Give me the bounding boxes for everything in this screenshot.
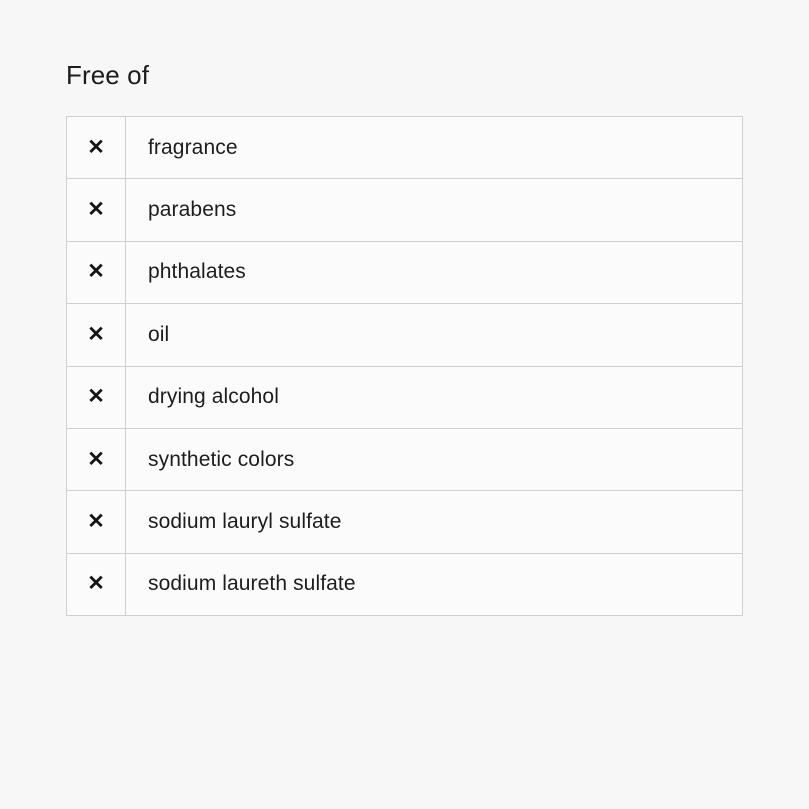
- table-row: [67, 241, 743, 303]
- free-of-item-label: oil: [148, 322, 170, 346]
- table-cell-mark: [67, 366, 126, 428]
- table-cell-mark: [67, 491, 126, 553]
- table-cell-label: [126, 553, 743, 615]
- table-cell-mark: [67, 428, 126, 490]
- table-cell-label: [126, 366, 743, 428]
- table-row: [67, 366, 743, 428]
- free-of-item-label: drying alcohol: [148, 385, 279, 409]
- table-cell-label: [126, 428, 743, 490]
- table-row: [67, 491, 743, 553]
- table-row: [67, 117, 743, 179]
- cross-icon: ✕: [87, 322, 105, 346]
- free-of-item-label: phthalates: [148, 260, 246, 284]
- table-row: [67, 553, 743, 615]
- page-title: Free of: [66, 60, 150, 90]
- table-cell-label: [126, 241, 743, 303]
- cross-icon: ✕: [87, 510, 105, 534]
- table-cell-label: [126, 491, 743, 553]
- cross-icon: ✕: [87, 572, 105, 596]
- free-of-item-label: sodium lauryl sulfate: [148, 510, 342, 534]
- table-row: [67, 179, 743, 241]
- table-row: [67, 304, 743, 366]
- table-row: [67, 428, 743, 490]
- free-of-item-label: sodium laureth sulfate: [148, 572, 356, 596]
- cross-icon: ✕: [87, 198, 105, 222]
- cross-icon: ✕: [87, 385, 105, 409]
- free-of-table-body: [67, 117, 743, 616]
- table-cell-label: [126, 117, 743, 179]
- free-of-item-label: fragrance: [148, 135, 238, 159]
- table-cell-label: [126, 304, 743, 366]
- table-cell-mark: [67, 241, 126, 303]
- cross-icon: ✕: [87, 447, 105, 471]
- table-cell-label: [126, 179, 743, 241]
- free-of-item-label: parabens: [148, 198, 237, 222]
- free-of-item-label: synthetic colors: [148, 447, 295, 471]
- table-cell-mark: [67, 553, 126, 615]
- cross-icon: ✕: [87, 135, 105, 159]
- table-cell-mark: [67, 304, 126, 366]
- table-cell-mark: [67, 179, 126, 241]
- cross-icon: ✕: [87, 260, 105, 284]
- table-cell-mark: [67, 117, 126, 179]
- free-of-table: [66, 116, 743, 616]
